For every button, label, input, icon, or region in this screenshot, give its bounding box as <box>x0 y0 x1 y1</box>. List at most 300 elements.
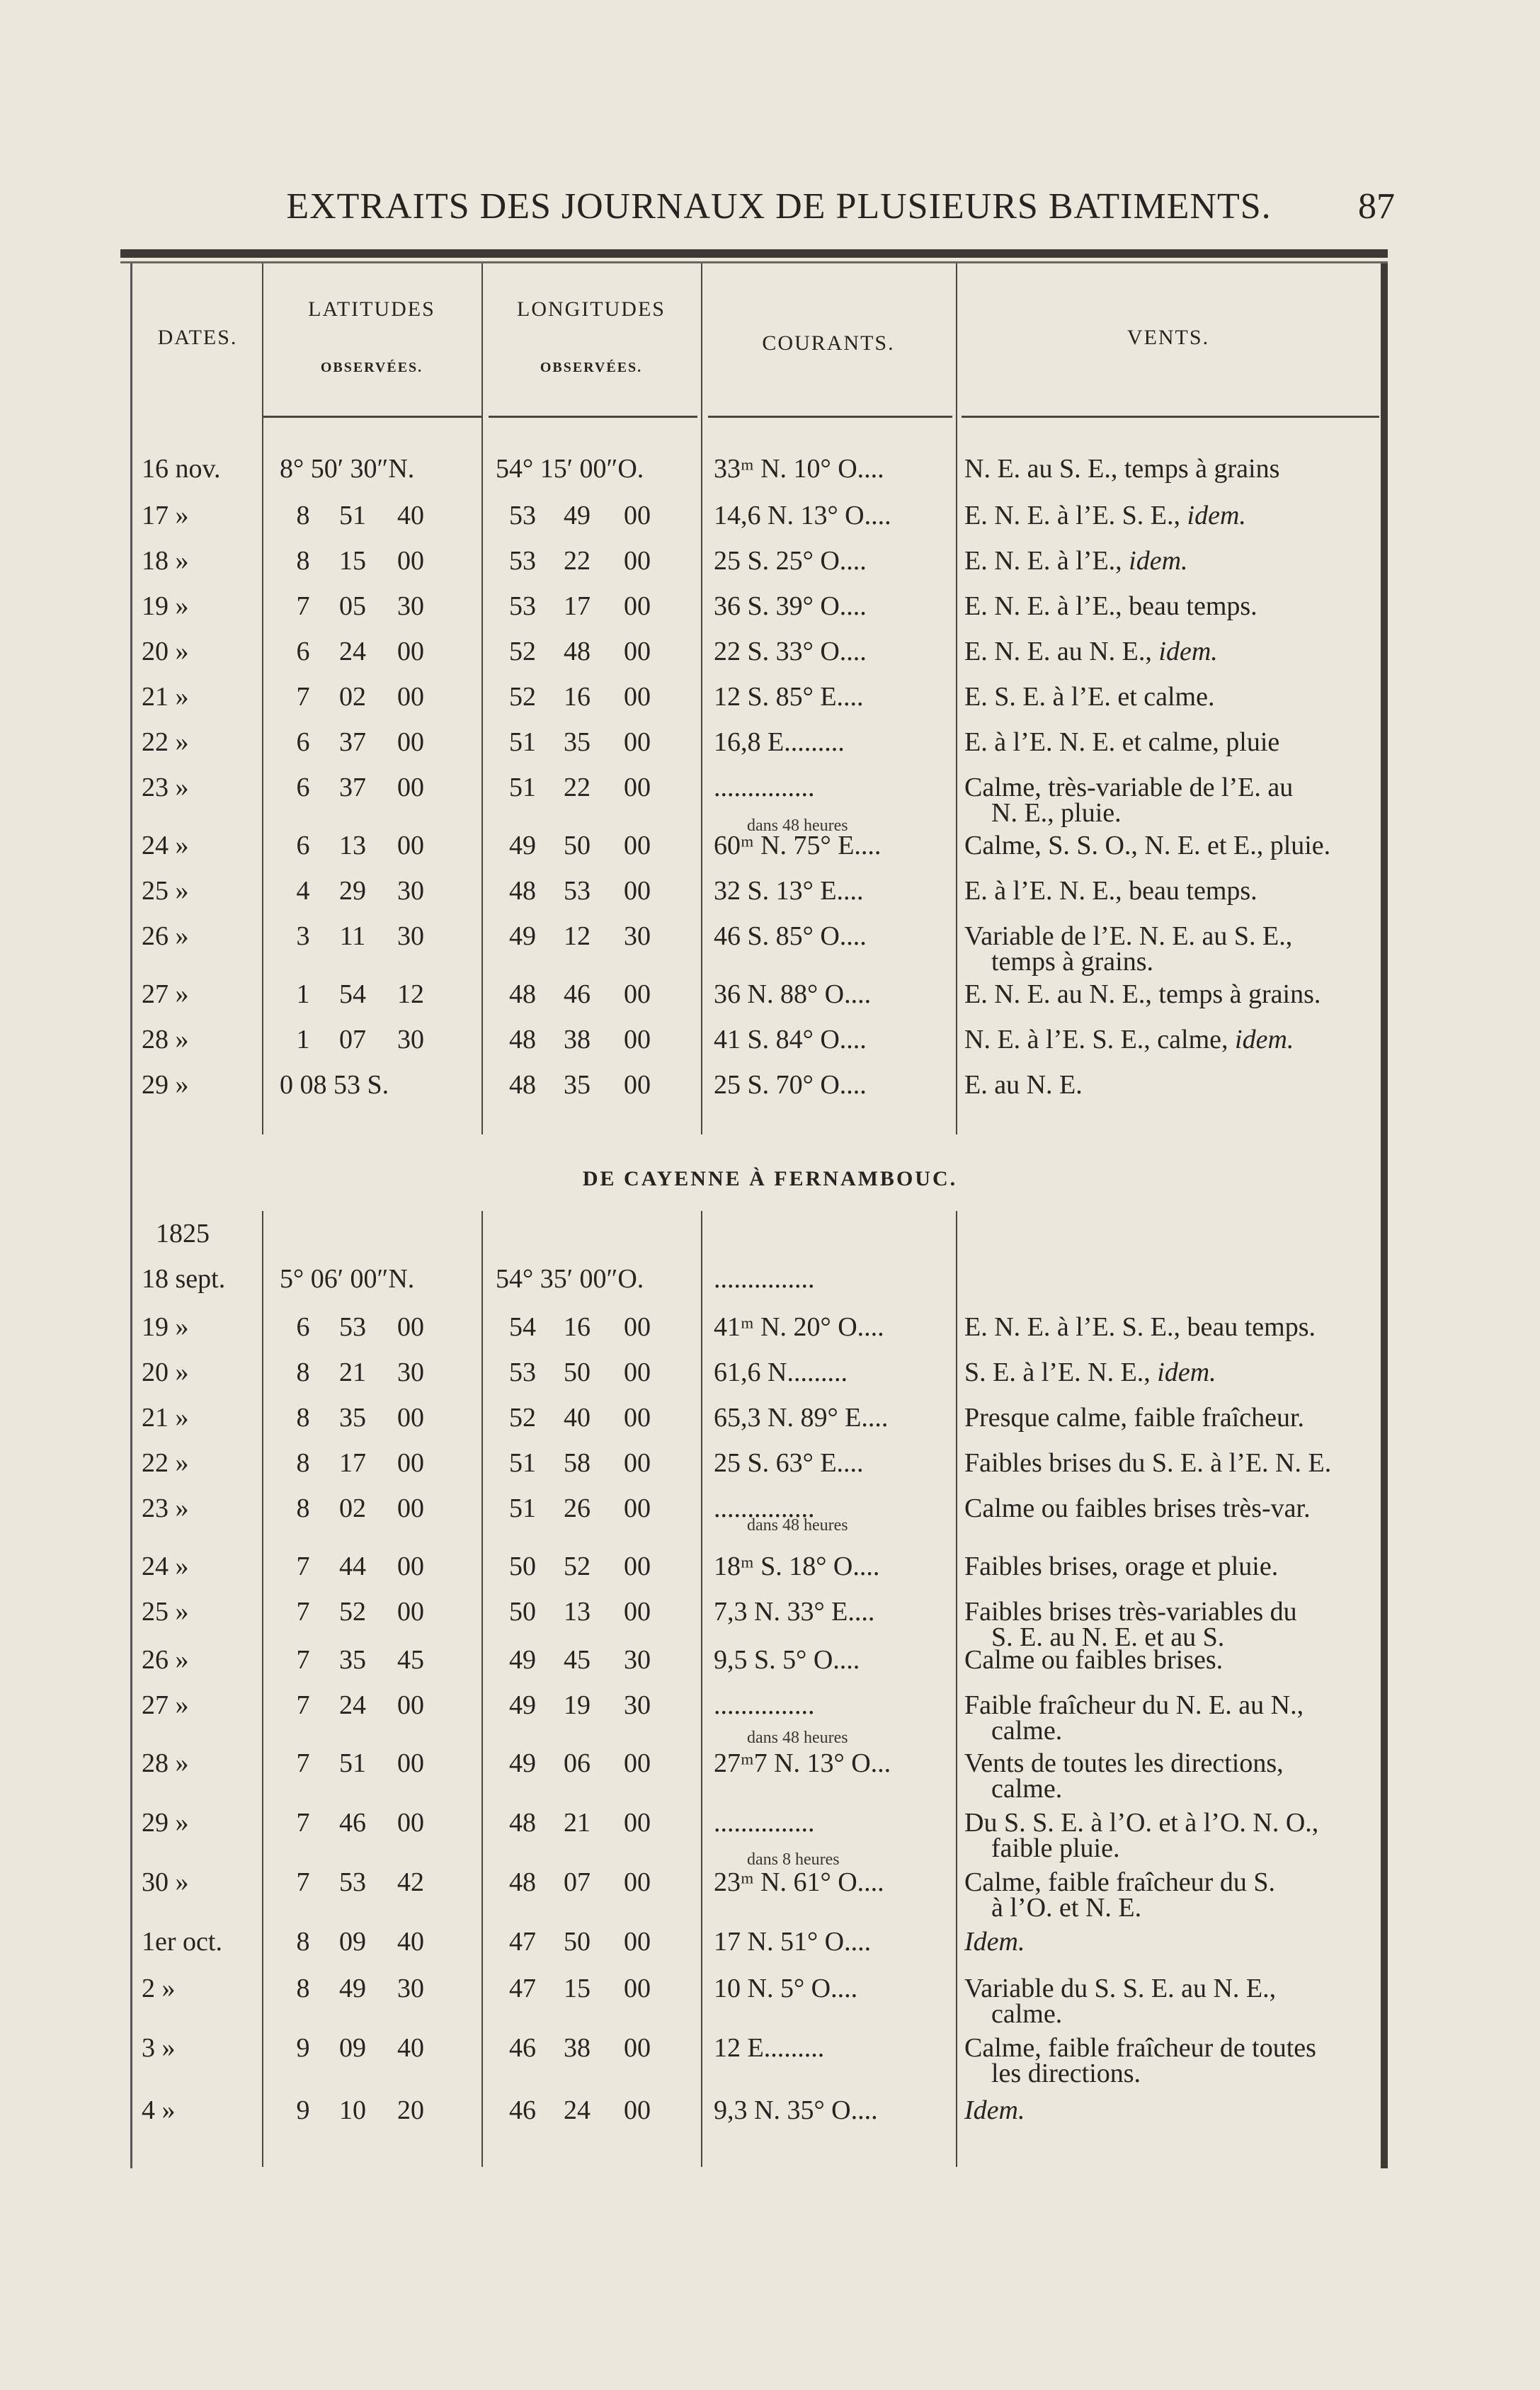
cell-lon-sec: 00 <box>624 1974 651 2003</box>
cell-lon-min: 50 <box>564 1927 591 1957</box>
note-dans-48-heures: dans 48 heures <box>747 816 848 835</box>
cell-lat-min: 35 <box>339 1403 366 1433</box>
cell-lon-deg: 49 <box>509 831 536 860</box>
cell-lon-sec: 00 <box>624 1448 651 1478</box>
cell-lon-sec: 00 <box>624 727 651 757</box>
cell-lat-sec: 00 <box>397 831 424 860</box>
cell-date: 27 » <box>142 1690 189 1720</box>
cell-lat-sec: 12 <box>397 979 424 1009</box>
cell-lon-min: 15 <box>564 1974 591 2003</box>
cell-lat-min: 53 <box>339 1867 366 1897</box>
cell-lon-sec: 00 <box>624 831 651 860</box>
cell-lat-deg: 7 <box>296 1867 310 1897</box>
cell-lat-sec: 45 <box>397 1645 424 1675</box>
cell-lat-min: 24 <box>339 637 366 666</box>
cell-lat-sec: 00 <box>397 546 424 576</box>
cell-courant: ............... <box>714 773 815 802</box>
cell-lon-min: 16 <box>564 1312 591 1342</box>
table-row <box>0 591 1540 633</box>
cell-date: 26 » <box>142 1645 189 1675</box>
cell-lon-deg: 51 <box>509 773 536 802</box>
header-rule <box>489 416 697 418</box>
cell-vent: Calme, très-variable de l’E. au <box>964 773 1294 802</box>
table-row <box>0 545 1540 588</box>
cell-date: 22 » <box>142 1448 189 1478</box>
cell-lon-min: 35 <box>564 727 591 757</box>
cell-vent: E. à l’E. N. E., beau temps. <box>964 876 1257 906</box>
table-row <box>0 681 1540 724</box>
cell-lat-sec: 30 <box>397 591 424 621</box>
cell-lat-sec: 00 <box>397 727 424 757</box>
cell-courant: 32 S. 13° E.... <box>714 876 864 906</box>
cell-lon-deg: 52 <box>509 1403 536 1433</box>
header-rule <box>262 416 481 418</box>
table-row <box>0 1644 1540 1687</box>
cell-lon-sec: 00 <box>624 1597 651 1627</box>
cell-lon-deg: 52 <box>509 637 536 666</box>
cell-lon-sec: 00 <box>624 773 651 802</box>
cell-lon-deg: 51 <box>509 1448 536 1478</box>
cell-lon-deg: 53 <box>509 591 536 621</box>
cell-lat-sec: 00 <box>397 1493 424 1523</box>
page-number: 87 <box>1358 186 1395 227</box>
cell-vent: Vents de toutes les directions, <box>964 1748 1284 1778</box>
cell-lat-deg: 6 <box>296 773 310 802</box>
cell-vent: E. N. E. à l’E., beau temps. <box>964 591 1257 621</box>
cell-lat-deg: 8 <box>296 1974 310 2003</box>
cell-vent: Variable du S. S. E. au N. E., <box>964 1974 1277 2003</box>
header-latitudes: LATITUDES <box>308 297 435 321</box>
cell-lon-deg: 54 <box>509 1312 536 1342</box>
cell-lon-min: 38 <box>564 1025 591 1054</box>
cell-lat-deg: 9 <box>296 2095 310 2125</box>
table-top-rule <box>120 249 1388 258</box>
cell-courant: 36 S. 39° O.... <box>714 591 867 621</box>
cell-lat-sec: 00 <box>397 1312 424 1342</box>
cell-courant: 23ᵐ N. 61° O.... <box>714 1867 884 1897</box>
note-dans-8-heures: dans 8 heures <box>747 1850 840 1869</box>
table-row <box>0 1263 1540 1306</box>
cell-latitude: 5° 06′ 00″N. <box>280 1264 415 1294</box>
cell-date: 29 » <box>142 1808 189 1838</box>
header-longitudes: LONGITUDES <box>517 297 666 321</box>
cell-lat-deg: 7 <box>296 682 310 712</box>
cell-lat-deg: 6 <box>296 831 310 860</box>
cell-vent: Calme, faible fraîcheur de toutes <box>964 2033 1316 2063</box>
cell-date: 21 » <box>142 682 189 712</box>
cell-lat-sec: 00 <box>397 1748 424 1778</box>
cell-lon-min: 58 <box>564 1448 591 1478</box>
cell-lat-min: 21 <box>339 1358 366 1387</box>
table-row <box>0 1357 1540 1399</box>
cell-lat-deg: 8 <box>296 1403 310 1433</box>
cell-lon-deg: 47 <box>509 1974 536 2003</box>
cell-date: 30 » <box>142 1867 189 1897</box>
cell-lon-sec: 00 <box>624 1552 651 1581</box>
cell-vent-continued: faible pluie. <box>991 1833 1120 1863</box>
cell-vent: Idem. <box>964 1927 1025 1957</box>
header-courants: COURANTS. <box>762 331 895 355</box>
cell-lon-deg: 48 <box>509 1070 536 1100</box>
cell-date: 18 sept. <box>142 1264 226 1294</box>
table-row <box>0 636 1540 678</box>
cell-lon-deg: 47 <box>509 1927 536 1957</box>
cell-date: 20 » <box>142 1358 189 1387</box>
cell-lon-sec: 00 <box>624 1312 651 1342</box>
cell-lon-deg: 52 <box>509 682 536 712</box>
cell-lat-sec: 20 <box>397 2095 424 2125</box>
cell-lat-sec: 00 <box>397 773 424 802</box>
cell-lon-deg: 48 <box>509 1867 536 1897</box>
cell-lon-min: 24 <box>564 2095 591 2125</box>
note-dans-48-heures: dans 48 heures <box>747 1516 848 1535</box>
cell-date: 26 » <box>142 921 189 951</box>
cell-vent: Calme ou faibles brises. <box>964 1645 1224 1675</box>
cell-lon-deg: 48 <box>509 876 536 906</box>
cell-lon-min: 48 <box>564 637 591 666</box>
cell-lat-min: 17 <box>339 1448 366 1478</box>
cell-lat-min: 44 <box>339 1552 366 1581</box>
cell-lon-sec: 00 <box>624 1808 651 1838</box>
cell-courant: 46 S. 85° O.... <box>714 921 867 951</box>
cell-courant: 12 S. 85° E.... <box>714 682 864 712</box>
column-divider <box>701 1211 702 2167</box>
cell-date: 24 » <box>142 831 189 860</box>
cell-date: 22 » <box>142 727 189 757</box>
column-divider <box>481 1211 483 2167</box>
cell-date: 24 » <box>142 1552 189 1581</box>
cell-lon-sec: 00 <box>624 501 651 530</box>
table-row <box>0 2095 1540 2137</box>
cell-date: 16 nov. <box>142 454 221 484</box>
cell-lon-sec: 00 <box>624 1025 651 1054</box>
running-title: EXTRAITS DES JOURNAUX DE PLUSIEURS BATIMENTS. <box>286 186 1272 227</box>
cell-lat-min: 15 <box>339 546 366 576</box>
cell-courant: 65,3 N. 89° E.... <box>714 1403 889 1433</box>
cell-lat-sec: 00 <box>397 1690 424 1720</box>
cell-lat-sec: 40 <box>397 1927 424 1957</box>
cell-lon-sec: 00 <box>624 546 651 576</box>
cell-vent: Du S. S. E. à l’O. et à l’O. N. O., <box>964 1808 1319 1838</box>
cell-lon-deg: 49 <box>509 1748 536 1778</box>
cell-lon-sec: 00 <box>624 876 651 906</box>
cell-courant: 36 N. 88° O.... <box>714 979 872 1009</box>
cell-courant: 22 S. 33° O.... <box>714 637 867 666</box>
table-row <box>0 453 1540 496</box>
cell-date: 27 » <box>142 979 189 1009</box>
cell-lat-deg: 7 <box>296 1808 310 1838</box>
cell-lat-deg: 8 <box>296 1358 310 1387</box>
cell-longitude: 54° 15′ 00″O. <box>496 454 644 484</box>
cell-lat-deg: 1 <box>296 1025 310 1054</box>
cell-vent-continued: les directions. <box>991 2059 1141 2088</box>
cell-lon-deg: 48 <box>509 979 536 1009</box>
header-rule <box>708 416 952 418</box>
table-row <box>0 1069 1540 1112</box>
cell-lat-sec: 00 <box>397 1448 424 1478</box>
cell-lon-sec: 00 <box>624 1493 651 1523</box>
cell-lon-min: 26 <box>564 1493 591 1523</box>
cell-lat-min: 49 <box>339 1974 366 2003</box>
table-row <box>0 2032 1540 2088</box>
cell-lat-min: 29 <box>339 876 366 906</box>
cell-lat-min: 52 <box>339 1597 366 1627</box>
cell-vent: Faibles brises, orage et pluie. <box>964 1552 1279 1581</box>
cell-date: 23 » <box>142 1493 189 1523</box>
cell-lon-min: 17 <box>564 591 591 621</box>
cell-vent: E. S. E. à l’E. et calme. <box>964 682 1215 712</box>
cell-lat-deg: 8 <box>296 501 310 530</box>
note-dans-48-heures: dans 48 heures <box>747 1729 848 1747</box>
cell-courant: ............... <box>714 1690 815 1720</box>
cell-lon-min: 52 <box>564 1552 591 1581</box>
cell-date: 25 » <box>142 1597 189 1627</box>
table-row <box>0 1402 1540 1445</box>
cell-lat-sec: 30 <box>397 921 424 951</box>
cell-courant: 16,8 E......... <box>714 727 845 757</box>
cell-lat-deg: 3 <box>296 921 310 951</box>
cell-lat-min: 09 <box>339 2033 366 2063</box>
cell-lon-deg: 51 <box>509 727 536 757</box>
table-row <box>0 921 1540 977</box>
header-rule <box>962 416 1379 418</box>
cell-date: 1er oct. <box>142 1927 222 1957</box>
cell-lat-sec: 00 <box>397 637 424 666</box>
table-row <box>0 830 1540 872</box>
cell-vent-continued: calme. <box>991 1716 1063 1746</box>
cell-lat-sec: 30 <box>397 1974 424 2003</box>
header-longitudes-sub: OBSERVÉES. <box>540 360 643 375</box>
cell-lon-deg: 49 <box>509 1690 536 1720</box>
column-divider <box>956 1211 957 2167</box>
cell-lon-min: 40 <box>564 1403 591 1433</box>
header-latitudes-sub: OBSERVÉES. <box>320 360 423 375</box>
cell-lat-min: 02 <box>339 682 366 712</box>
cell-lon-sec: 30 <box>624 1645 651 1675</box>
cell-latitude: 8° 50′ 30″N. <box>280 454 415 484</box>
cell-lat-sec: 30 <box>397 876 424 906</box>
cell-lat-min: 37 <box>339 773 366 802</box>
cell-courant: 25 S. 70° O.... <box>714 1070 867 1100</box>
cell-vent: E. à l’E. N. E. et calme, pluie <box>964 727 1280 757</box>
cell-lat-min: 51 <box>339 501 366 530</box>
cell-vent-continued: à l’O. et N. E. <box>991 1893 1142 1923</box>
cell-lat-min: 05 <box>339 591 366 621</box>
cell-lon-min: 22 <box>564 773 591 802</box>
cell-lon-deg: 53 <box>509 546 536 576</box>
cell-date: 23 » <box>142 773 189 802</box>
cell-latitude: 0 08 53 S. <box>280 1070 389 1100</box>
cell-lat-min: 53 <box>339 1312 366 1342</box>
table-row <box>0 1447 1540 1490</box>
cell-lon-min: 38 <box>564 2033 591 2063</box>
cell-lon-min: 21 <box>564 1808 591 1838</box>
cell-lon-min: 22 <box>564 546 591 576</box>
cell-lat-deg: 6 <box>296 637 310 666</box>
cell-lat-min: 07 <box>339 1025 366 1054</box>
cell-lat-min: 24 <box>339 1690 366 1720</box>
table-row <box>0 979 1540 1021</box>
cell-lon-min: 50 <box>564 831 591 860</box>
cell-lon-deg: 51 <box>509 1493 536 1523</box>
cell-date: 19 » <box>142 591 189 621</box>
cell-courant: ............... <box>714 1493 815 1523</box>
table-row <box>0 500 1540 542</box>
cell-lon-min: 53 <box>564 876 591 906</box>
header-vents: VENTS. <box>1127 326 1210 349</box>
cell-lon-sec: 00 <box>624 2033 651 2063</box>
cell-date: 18 » <box>142 546 189 576</box>
cell-lon-deg: 46 <box>509 2033 536 2063</box>
cell-vent: Faibles brises du S. E. à l’E. N. E. <box>964 1448 1332 1478</box>
cell-vent: Calme ou faibles brises très-var. <box>964 1493 1311 1523</box>
cell-courant: 41ᵐ N. 20° O.... <box>714 1312 884 1342</box>
cell-lat-deg: 7 <box>296 1645 310 1675</box>
cell-lon-min: 13 <box>564 1597 591 1627</box>
table-row <box>0 1748 1540 1804</box>
cell-lon-deg: 53 <box>509 501 536 530</box>
cell-courant: 33ᵐ N. 10° O.... <box>714 454 884 484</box>
cell-courant: 14,6 N. 13° O.... <box>714 501 891 530</box>
cell-date: 28 » <box>142 1748 189 1778</box>
cell-vent: Calme, faible fraîcheur du S. <box>964 1867 1275 1897</box>
cell-lat-sec: 00 <box>397 1403 424 1433</box>
table-row <box>0 875 1540 918</box>
cell-lon-sec: 00 <box>624 1927 651 1957</box>
table-row <box>0 727 1540 769</box>
cell-lon-sec: 00 <box>624 1070 651 1100</box>
cell-lat-min: 54 <box>339 979 366 1009</box>
cell-lon-min: 50 <box>564 1358 591 1387</box>
cell-lat-sec: 40 <box>397 2033 424 2063</box>
cell-date: 17 » <box>142 501 189 530</box>
cell-lon-min: 06 <box>564 1748 591 1778</box>
column-divider <box>262 1211 263 2167</box>
cell-lat-deg: 6 <box>296 727 310 757</box>
cell-lon-sec: 30 <box>624 1690 651 1720</box>
cell-lon-min: 16 <box>564 682 591 712</box>
cell-date: 2 » <box>142 1974 176 2003</box>
cell-longitude: 54° 35′ 00″O. <box>496 1264 644 1294</box>
cell-date: 25 » <box>142 876 189 906</box>
cell-courant: 17 N. 51° O.... <box>714 1927 872 1957</box>
cell-lat-deg: 7 <box>296 591 310 621</box>
cell-lat-sec: 00 <box>397 1597 424 1627</box>
cell-lon-sec: 00 <box>624 979 651 1009</box>
cell-lon-min: 49 <box>564 501 591 530</box>
cell-lon-deg: 48 <box>509 1808 536 1838</box>
cell-lon-deg: 49 <box>509 921 536 951</box>
cell-lat-min: 09 <box>339 1927 366 1957</box>
cell-lon-deg: 50 <box>509 1597 536 1627</box>
cell-date: 28 » <box>142 1025 189 1054</box>
cell-courant: 9,3 N. 35° O.... <box>714 2095 878 2125</box>
cell-lon-sec: 00 <box>624 637 651 666</box>
cell-lat-sec: 00 <box>397 1808 424 1838</box>
cell-courant: ............... <box>714 1808 815 1838</box>
table-row <box>0 1311 1540 1354</box>
cell-lon-sec: 00 <box>624 1748 651 1778</box>
cell-vent-continued: N. E., pluie. <box>991 798 1122 828</box>
cell-lon-min: 12 <box>564 921 591 951</box>
cell-lon-min: 45 <box>564 1645 591 1675</box>
cell-courant: 12 E......... <box>714 2033 825 2063</box>
cell-courant: 25 S. 25° O.... <box>714 546 867 576</box>
cell-vent: E. N. E. à l’E. S. E., idem. <box>964 501 1246 530</box>
cell-lat-deg: 8 <box>296 546 310 576</box>
cell-vent: E. N. E. au N. E., temps à grains. <box>964 979 1321 1009</box>
cell-lat-sec: 42 <box>397 1867 424 1897</box>
cell-vent: Faibles brises très-variables du <box>964 1597 1297 1627</box>
cell-vent-continued: calme. <box>991 1774 1063 1804</box>
cell-date: 29 » <box>142 1070 189 1100</box>
table-row <box>0 1596 1540 1652</box>
cell-courant: 7,3 N. 33° E.... <box>714 1597 875 1627</box>
cell-lon-sec: 30 <box>624 921 651 951</box>
cell-lat-deg: 6 <box>296 1312 310 1342</box>
section-title: DE CAYENNE À FERNAMBOUC. <box>582 1167 958 1190</box>
cell-date: 20 » <box>142 637 189 666</box>
cell-lat-min: 35 <box>339 1645 366 1675</box>
cell-lon-sec: 00 <box>624 1403 651 1433</box>
cell-vent-continued: temps à grains. <box>991 947 1154 977</box>
cell-lon-sec: 00 <box>624 1867 651 1897</box>
cell-lon-sec: 00 <box>624 2095 651 2125</box>
cell-lat-min: 11 <box>339 921 366 951</box>
cell-lat-min: 46 <box>339 1808 366 1838</box>
cell-lon-sec: 00 <box>624 591 651 621</box>
cell-lat-deg: 7 <box>296 1748 310 1778</box>
cell-courant: 60ᵐ N. 75° E.... <box>714 831 882 860</box>
cell-vent: Calme, S. S. O., N. E. et E., pluie. <box>964 831 1331 860</box>
cell-vent: Presque calme, faible fraîcheur. <box>964 1403 1305 1433</box>
table-row <box>0 1867 1540 1923</box>
cell-lon-min: 35 <box>564 1070 591 1100</box>
cell-lon-min: 19 <box>564 1690 591 1720</box>
cell-date: 19 » <box>142 1312 189 1342</box>
cell-lon-deg: 53 <box>509 1358 536 1387</box>
cell-lat-sec: 40 <box>397 501 424 530</box>
cell-lat-min: 51 <box>339 1748 366 1778</box>
cell-lat-min: 02 <box>339 1493 366 1523</box>
cell-lat-deg: 9 <box>296 2033 310 2063</box>
cell-courant: 9,5 S. 5° O.... <box>714 1645 860 1675</box>
cell-courant: 10 N. 5° O.... <box>714 1974 858 2003</box>
cell-lat-deg: 7 <box>296 1552 310 1581</box>
cell-vent-continued: S. E. au N. E. et au S. <box>991 1622 1225 1652</box>
cell-courant: 18ᵐ S. 18° O.... <box>714 1552 880 1581</box>
table-row <box>0 1551 1540 1593</box>
cell-courant: ............... <box>714 1264 815 1294</box>
cell-lon-deg: 49 <box>509 1645 536 1675</box>
cell-lon-min: 46 <box>564 979 591 1009</box>
cell-lat-sec: 30 <box>397 1358 424 1387</box>
cell-lat-deg: 1 <box>296 979 310 1009</box>
cell-lat-deg: 8 <box>296 1927 310 1957</box>
cell-lat-sec: 00 <box>397 682 424 712</box>
cell-lon-sec: 00 <box>624 682 651 712</box>
cell-lon-min: 07 <box>564 1867 591 1897</box>
cell-lon-sec: 00 <box>624 1358 651 1387</box>
cell-courant: 61,6 N......... <box>714 1358 848 1387</box>
cell-lat-deg: 4 <box>296 876 310 906</box>
cell-vent: E. N. E. au N. E., idem. <box>964 637 1218 666</box>
cell-lat-min: 10 <box>339 2095 366 2125</box>
cell-date: 21 » <box>142 1403 189 1433</box>
cell-courant: 41 S. 84° O.... <box>714 1025 867 1054</box>
cell-vent: E. N. E. à l’E., idem. <box>964 546 1188 576</box>
cell-vent: S. E. à l’E. N. E., idem. <box>964 1358 1216 1387</box>
